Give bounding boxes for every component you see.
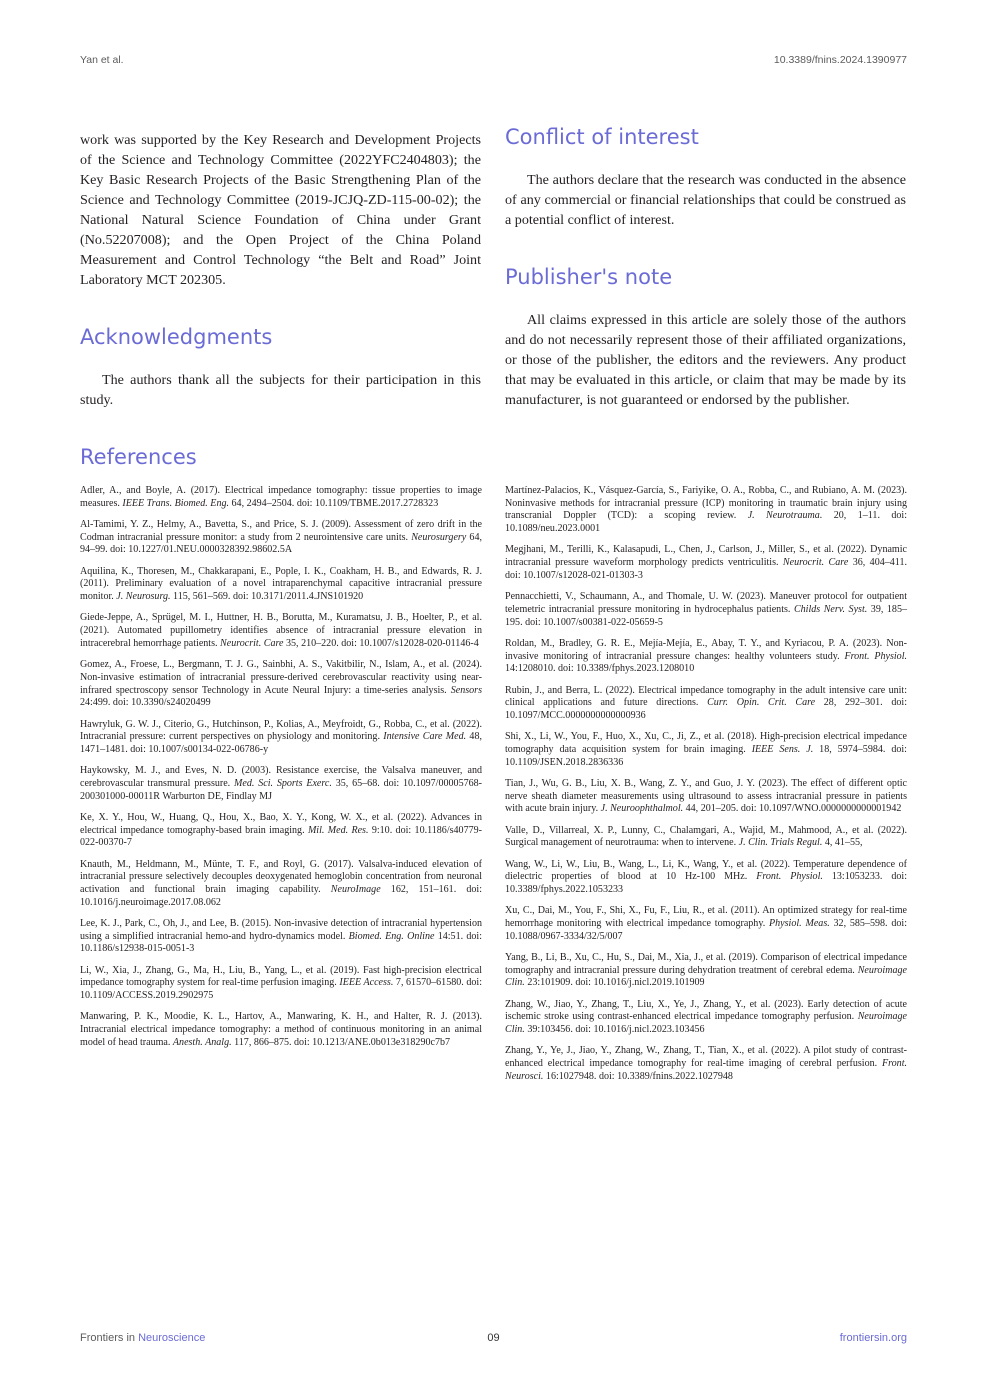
reference-details: 39:103456. doi: 10.1016/j.nicl.2023.103456 [524,1024,705,1036]
reference-text: Manwaring, P. K., Moodie, K. L., Hartov, A., Manwaring, K. H., and Halter, R. J. (2013). Intracranial electrical impedance tomography: a method of continuous monitoring in an animal model of head trauma. [80,1011,482,1048]
reference-details: 4, 41–55, [822,837,863,849]
reference-journal: Curr. Opin. Crit. Care [707,697,816,709]
reference-text: Gomez, A., Froese, L., Bergmann, T. J. G., Sainbhi, A. S., Vakitbilir, N., Islam, A., et al. (2024). Non-invasive estimation of intracranial pressure-derived cerebrovascular reactivity using near-infrared spectroscopy sensor Technology in Acute Neural Injury: a time-series analysis. [80,659,482,696]
reference-details: 18, 5974–5984. doi: 10.1109/JSEN.2018.2836336 [505,743,907,768]
reference-entry [505,999,907,1037]
reference-journal: Neuroimage Clin. [505,964,907,989]
reference-details: 64, 94–99. doi: 10.1227/01.NEU.0000328392.98602.5A [80,531,482,556]
reference-entry [80,659,482,710]
reference-text: Megjhani, M., Terilli, K., Kalasapudi, L., Chen, J., Carlson, J., Miller, S., et al. (2022). Dynamic intracranial pressure waveform morphology predicts ventriculitis. [505,544,907,569]
reference-text: Aquilina, K., Thoresen, M., Chakkarapani, E., Pople, I. K., Coakham, H. B., and Edwards, R. J. (2011). Preliminary evaluation of a novel intraparenchymal capacitive intracranial pressure monitor. [80,565,482,603]
conflict-section [505,124,906,230]
references-right-column [505,485,907,1092]
reference-text: Pennacchietti, V., Schaumann, A., and Thomale, U. W. (2023). Maneuver protocol for outpatient telemetric intracranial pressure monitoring in hydrocephalus patients. [505,591,907,615]
reference-text: Ke, X. Y., Hou, W., Huang, Q., Hou, X., Bao, X. Y., Kong, W. X., et al. (2022). Advances in electrical impedance tomography-based brain imaging. [80,811,482,836]
reference-details: 115, 561–569. doi: 10.3171/2011.4.JNS101920 [170,591,364,603]
reference-text: Xu, C., Dai, M., You, F., Shi, X., Fu, F., Liu, R., et al. (2011). An optimized strategy for real-time hemorrhage monitoring with electrical impedance tomography. [505,905,907,930]
running-head-doi: 10.3389/fnins.2024.1390977 [773,54,907,66]
acknowledgments-text: The authors thank all the subjects for their participation in this study. [80,372,481,408]
reference-text: Zhang, Y., Ye, J., Jiao, Y., Zhang, W., Zhang, T., Tian, X., et al. (2022). A pilot study of contrast-enhanced electrical impedance tomography for real-time imaging of cerebral perfusion. [505,1045,907,1070]
reference-journal: J. Neurotrauma. [747,510,823,522]
reference-journal: J. Neurosurg. [116,591,171,603]
reference-journal: NeuroImage [330,884,381,896]
reference-entry [80,765,482,803]
reference-entry [80,519,482,557]
reference-entry [505,638,907,676]
reference-text: Martínez-Palacios, K., Vásquez-García, S., Fariyike, O. A., Robba, C., and Rubiano, A. M. (2023). Noninvasive methods for intracranial pressure (ICP) monitoring in traumatic brain injury using transcranial Doppler (TCD): a scoping review. [505,485,907,522]
reference-details: 162, 151–161. doi: 10.1016/j.neuroimage.2017.08.062 [80,884,482,908]
reference-text: Knauth, M., Heldmann, M., Münte, T. F., and Royl, G. (2017). Valsalva-induced elevation of intracranial pressure selectively decouples deoxygenated hemoglobin concentration from neuronal activation and functional brain imaging capability. [80,858,482,896]
reference-entry [505,1045,907,1083]
references-heading-wrap [80,444,481,470]
reference-entry [505,859,907,897]
reference-details: 39, 185–195. doi: 10.1007/s00381-022-05659-5 [505,603,907,628]
reference-details: 35, 210–220. doi: 10.1007/s12028-020-01146-4 [283,637,479,649]
reference-text: Lee, K. J., Park, C., Oh, J., and Lee, B. (2015). Non-invasive detection of intracranial hypertension using a simplified intracranial hemo-and hydro-dynamics model. [80,918,482,942]
reference-details: 35, 65–68. doi: 10.1097/00005768-200301000-00011R Warburton DE, Findlay MJ [80,777,483,802]
reference-details: 9:10. doi: 10.1186/s40779-022-00370-7 [80,824,482,849]
reference-text: Valle, D., Villarreal, X. P., Lunny, C., Chalamgari, A., Wajid, M., Mahmood, A., et al. (2022). Surgical management of neurotrauma: when to intervene. [505,824,907,849]
reference-entry [80,965,482,1003]
publisher-note-heading: Publisher's note [505,265,673,289]
reference-journal: J. Neuroophthalmol. [600,803,684,815]
acknowledgments-section [80,324,481,410]
reference-journal: Front. Physiol. [756,871,823,883]
reference-entry [505,591,907,629]
reference-journal: Intensive Care Med. [383,731,467,743]
reference-journal: Anesth. Analg. [172,1036,232,1048]
reference-entry [80,485,482,510]
references-left-column [80,485,482,1058]
reference-details: 16:1027948. doi: 10.3389/fnins.2022.1027948 [543,1070,733,1082]
reference-text: Al-Tamimi, Y. Z., Helmy, A., Bavetta, S., and Price, S. J. (2009). Assessment of zero drift in the Codman intracranial pressure monitor: a study from 2 neurointensive care units. [80,519,482,543]
conflict-heading: Conflict of interest [505,125,699,149]
reference-journal: IEEE Access. [339,977,394,989]
reference-text: Wang, W., Li, W., Liu, B., Wang, L., Li, K., Wang, Y., et al. (2022). Temperature dependence of dielectric properties of blood at 10 Hz-100 MHz. [505,858,907,883]
reference-journal: Neurocrit. Care [220,637,284,649]
page-footer [80,1332,907,1346]
references-heading: References [80,445,197,469]
reference-text: Yang, B., Li, B., Xu, C., Hu, S., Dai, M., Xia, J., et al. (2019). Comparison of electrical impedance tomography and intracranial pressure during dehydration treatment of cerebral edema. [505,952,907,976]
reference-journal: IEEE Trans. Biomed. Eng. [122,497,230,509]
reference-journal: Childs Nerv. Syst. [793,603,868,615]
reference-entry [80,566,482,604]
reference-text: Hawryluk, G. W. J., Citerio, G., Hutchinson, P., Kolias, A., Meyfroidt, G., Robba, C., et al. (2022). Intracranial pressure: current perspectives on physiology and monitoring. [80,718,482,743]
publisher-note-text: All claims expressed in this article are solely those of the authors and do not necessarily represent those of their affiliated organizations, or those of the publisher, the editors and the reviewers. Any product that may be evaluated in this article, or claim that may be made by its manufacturer, is not guaranteed or endorsed by the publisher. [505,312,906,408]
reference-journal: IEEE Sens. J. [751,743,814,755]
reference-text: Giede-Jeppe, A., Sprügel, M. I., Huttner, H. B., Borutta, M., Kuramatsu, J. B., Hoelter, P., et al. (2021). Automated pupillometry identifies absence of intracranial pressure elevation in intracerebral hemorrhage patients. [80,612,482,649]
reference-entry [505,544,907,582]
reference-entry [80,719,482,757]
reference-details: 48, 1471–1481. doi: 10.1007/s00134-022-06786-y [80,731,482,755]
reference-entry [505,485,907,536]
reference-entry [80,612,482,650]
footer-journal-name: Neuroscience [138,1332,206,1344]
reference-journal: Physiol. Meas. [769,918,830,930]
reference-details: 28, 292–301. doi: 10.1097/MCC.0000000000000936 [505,697,907,721]
reference-details: 23:101909. doi: 10.1016/j.nicl.2019.101909 [524,977,705,989]
funding-paragraph: work was supported by the Key Research and Development Projects of the Science and Technology Committee (2022YFC2404803); the Key Basic Research Projects of the Basic Strengthening Plan of the Science and Technology Committee (2019-JCJQ-ZD-115-00-02); the National Natural Science Foundation of China under Grant (No.52207008); and the Open Project of the China Poland Measurement and Control Technology “the Belt and Road” Joint Laboratory MCT 202305. [80,132,481,288]
reference-details: 14:1208010. doi: 10.3389/fphys.2023.1208010 [505,663,695,675]
running-head [80,54,907,68]
reference-details: 20, 1–11. doi: 10.1089/neu.2023.0001 [505,510,907,535]
reference-text: Li, W., Xia, J., Zhang, G., Ma, H., Liu, B., Yang, L., et al. (2019). Fast high-precision electrical impedance tomography system for real-time perfusion imaging. [80,964,482,989]
reference-details: 7, 61570–61580. doi: 10.1109/ACCESS.2019.2902975 [80,977,482,1002]
reference-details: 32, 585–598. doi: 10.1088/0967-3334/32/5/007 [505,918,907,942]
reference-details: 24:499. doi: 10.3390/s24020499 [80,697,211,709]
reference-entry [505,825,907,850]
reference-text: Shi, X., Li, W., You, F., Huo, X., Xu, C., Ji, Z., et al. (2018). High-precision electrical impedance tomography data acquisition system for brain imaging. [505,731,907,755]
reference-entry [505,685,907,723]
reference-text: Adler, A., and Boyle, A. (2017). Electrical impedance tomography: tissue properties to image measures. [80,485,482,509]
reference-journal: Biomed. Eng. Online [348,930,435,942]
footer-journal-prefix: Frontiers in [80,1332,139,1344]
running-head-authors: Yan et al. [80,54,124,66]
reference-text: Haykowsky, M. J., and Eves, N. D. (2003). Resistance exercise, the Valsalva maneuver, and cerebrovascular transmural pressure. [80,765,482,789]
reference-details: 64, 2494–2504. doi: 10.1109/TBME.2017.2728323 [229,497,439,509]
page-number: 09 [487,1332,500,1344]
reference-entry [80,918,482,956]
reference-entry [80,1011,482,1049]
acknowledgments-heading: Acknowledgments [80,325,273,349]
footer-website-link[interactable]: frontiersin.org [839,1332,907,1344]
reference-journal: Front. Physiol. [844,650,907,662]
reference-details: 14:51. doi: 10.1186/s12938-015-0051-3 [80,930,482,955]
reference-text: Roldan, M., Bradley, G. R. E., Mejía-Mejía, E., Abay, T. Y., and Kyriacou, P. A. (2023). Non-invasive monitoring of intracranial pressure changes: healthy volunteers study. [505,637,907,662]
reference-entry [80,812,482,850]
reference-journal: Mil. Med. Res. [307,824,369,836]
reference-journal: Front. Neurosci. [505,1058,907,1082]
publisher-note-section [505,264,906,410]
reference-journal: Sensors [450,684,482,696]
reference-text: Rubin, J., and Berra, L. (2022). Electrical impedance tomography in the adult intensive care unit: clinical applications and future directions. [505,684,907,709]
reference-journal: Neurocrit. Care [782,557,849,569]
conflict-text: The authors declare that the research was conducted in the absence of any commercial or financial relationships that could be construed as a potential conflict of interest. [505,172,906,228]
reference-journal: Med. Sci. Sports Exerc. [234,777,332,789]
reference-entry [80,859,482,910]
reference-entry [505,731,907,769]
reference-details: 13:1053233. doi: 10.3389/fphys.2022.1053233 [505,871,907,896]
reference-entry [505,778,907,816]
left-column-body [80,130,481,290]
reference-journal: Neuroimage Clin. [505,1011,907,1036]
reference-journal: Neurosurgery [411,531,467,543]
reference-details: 44, 201–205. doi: 10.1097/WNO.0000000000001942 [683,803,902,815]
reference-entry [505,905,907,943]
reference-details: 117, 866–875. doi: 10.1213/ANE.0b013e318290c7b7 [231,1036,451,1048]
reference-entry [505,952,907,990]
reference-text: Zhang, W., Jiao, Y., Zhang, T., Liu, X., Ye, J., Zhang, Y., et al. (2023). Early detection of acute ischemic stroke using contrast-enhanced electrical impedance tomography perfusion. [505,998,907,1023]
reference-details: 36, 404–411. doi: 10.1007/s12028-021-01303-3 [505,557,907,581]
reference-text: Tian, J., Wu, G. B., Liu, X. B., Wang, Z. Y., and Guo, J. Y. (2023). The effect of different optic nerve sheath diameter measurements using ultrasound to assess intracranial pressure in patients with acute brain injury. [505,777,907,815]
reference-journal: J. Clin. Trials Regul. [738,837,823,849]
